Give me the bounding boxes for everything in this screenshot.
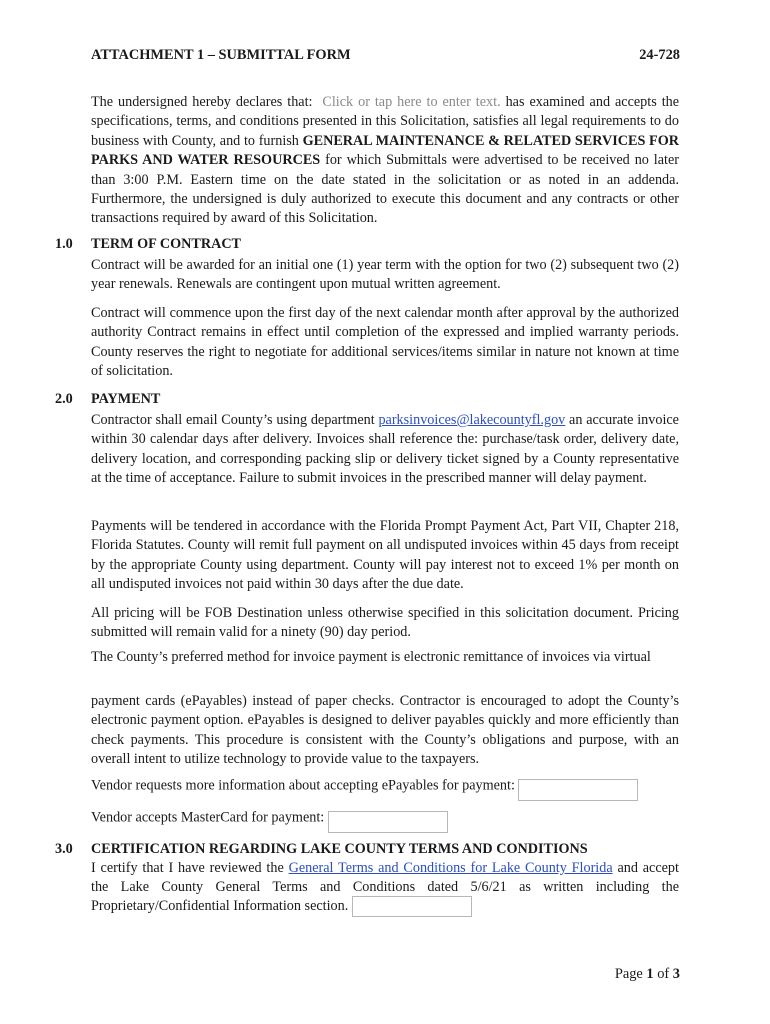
epayables-row xyxy=(91,775,679,797)
payment-p1-suffix: an accurate invoice within 30 calendar days after delivery. Invoices shall reference the: purchase/task order, delivery date, delivery location, and corresponding packing slip or delivery ticket signed by a County representative at the time of acceptance. Failure to submit invoices in the prescribed manner will delay payment. xyxy=(91,412,679,487)
mastercard-row xyxy=(91,807,679,829)
service-name: GENERAL MAINTENANCE & RELATED SERVICES FOR PARKS AND WATER RESOURCES xyxy=(91,132,679,169)
payment-paragraph-5: payment cards (ePayables) instead of paper checks. Contractor is encouraged to adopt the County’s electronic payment option. ePayables is designed to deliver payables quickly and more efficiently than check payments. This procedure is consistent with the County’s obligations and purpose, with an overall intent to utilize technology to provide value to the taxpayers. xyxy=(91,693,679,768)
page-total: 3 xyxy=(672,966,680,982)
intro-middle: has examined and accepts the specifications, terms, and conditions presented in this Solicitation, satisfies all legal requirements to do business with County, and to furnish xyxy=(91,94,680,149)
mastercard-label: Vendor accepts MasterCard for payment: xyxy=(91,809,325,826)
page-footer xyxy=(615,966,680,983)
page-label: Page xyxy=(614,966,647,982)
intro-suffix: for which Submittals were advertised to be received no later than 3:00 P.M. Eastern time on the date stated in the solicitation or as noted in an addenda. Furthermore, the undersigned is duly authorized to execute this document and any contracts or other transactions required by award of this Solicitation. xyxy=(91,152,679,227)
payment-paragraph-1 xyxy=(91,411,679,489)
terms-conditions-link[interactable]: General Terms and Conditions for Lake County Florida xyxy=(288,860,613,876)
payment-p1-prefix: Contractor shall email County’s using department xyxy=(91,412,379,428)
section-title-payment: PAYMENT xyxy=(91,391,161,407)
section-number-term: 1.0 xyxy=(55,236,73,252)
section-number-certification: 3.0 xyxy=(55,841,73,857)
attachment-title: ATTACHMENT 1 – SUBMITTAL FORM xyxy=(91,47,351,63)
certification-paragraph xyxy=(91,859,679,917)
mastercard-input[interactable] xyxy=(328,811,448,833)
term-paragraph-2: Contract will commence upon the first day of the next calendar month after approval by the authorized authority Contract remains in effect until completion of the expressed and implied warranty periods. County reserves the right to negotiate for additional services/items similar in nature not known at time of solicitation. xyxy=(91,305,679,380)
section-number-payment: 2.0 xyxy=(55,391,73,407)
payment-paragraph-2: Payments will be tendered in accordance with the Florida Prompt Payment Act, Part VII, Chapter 218, Florida Statutes. County will remit full payment on all undisputed invoices within 45 days from receipt by the appropriate County using department. County will pay interest not to exceed 1% per month on all undisputed invoices not paid within 30 days after the due date. xyxy=(91,518,679,593)
certification-prefix: I certify that I have reviewed the xyxy=(91,860,289,876)
intro-prefix: The undersigned hereby declares that: xyxy=(91,94,313,110)
payment-paragraph-3: All pricing will be FOB Destination unless otherwise specified in this solicitation document. Pricing submitted will remain valid for a ninety (90) day period. xyxy=(91,605,679,641)
epayables-label: Vendor requests more information about accepting ePayables for payment: xyxy=(91,777,515,794)
page-header xyxy=(91,47,680,64)
certification-input[interactable] xyxy=(352,896,472,917)
section-title-term: TERM OF CONTRACT xyxy=(91,236,242,252)
invoice-email-link[interactable]: parksinvoices@lakecountyfl.gov xyxy=(378,412,566,428)
intro-paragraph xyxy=(91,93,679,229)
epayables-input[interactable] xyxy=(518,779,638,801)
term-paragraph-1: Contract will be awarded for an initial one (1) year term with the option for two (2) subsequent two (2) year renewals. Renewals are contingent upon mutual written agreement. xyxy=(91,257,679,293)
of-label: of xyxy=(653,966,673,982)
payment-paragraph-4: The County’s preferred method for invoice payment is electronic remittance of invoices via virtual xyxy=(91,649,651,665)
page-current: 1 xyxy=(646,966,654,982)
vendor-name-field[interactable]: Click or tap here to enter text. xyxy=(322,94,501,110)
certification-suffix: and accept the Lake County General Terms and Conditions dated 5/6/21 as written including the Proprietary/Confidential Information section. xyxy=(91,860,679,914)
solicitation-number: 24-728 xyxy=(639,47,680,63)
section-title-certification: CERTIFICATION REGARDING LAKE COUNTY TERMS AND CONDITIONS xyxy=(91,841,588,857)
